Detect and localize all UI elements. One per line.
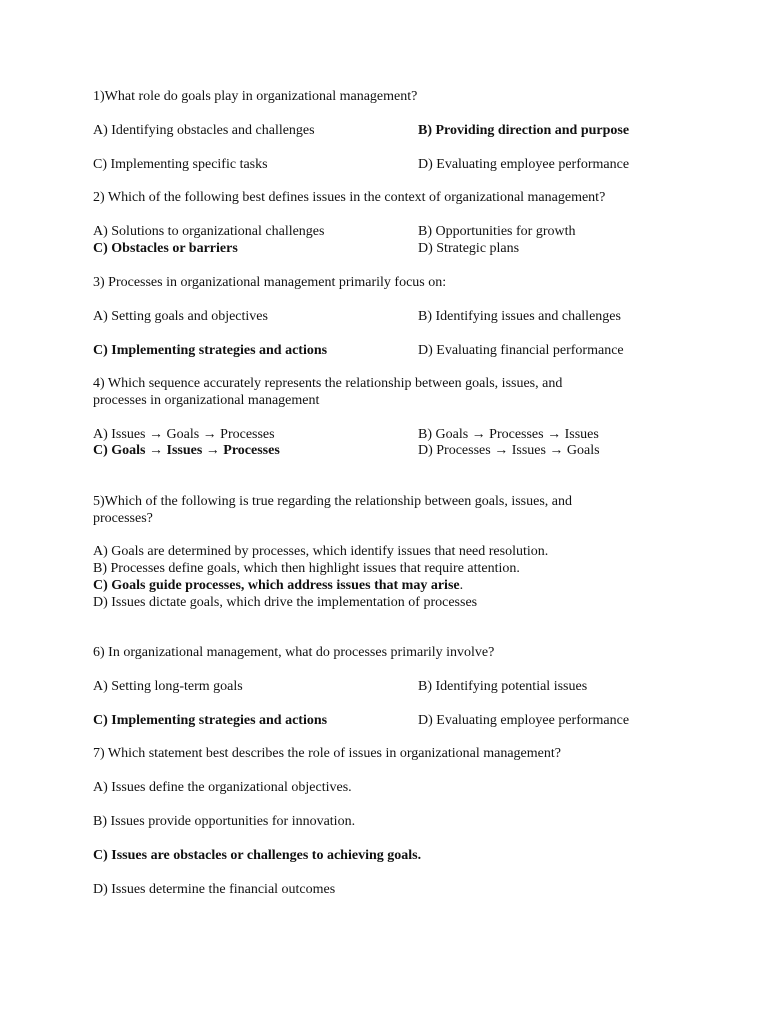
q3-option-a: A) Setting goals and objectives	[93, 309, 268, 324]
q4-option-c-answer: C) Goals → Issues → Processes	[93, 443, 280, 458]
q6-option-c-answer: C) Implementing strategies and actions	[93, 713, 328, 728]
q7-option-c-answer: C) Issues are obstacles or challenges to achieving goals.	[93, 848, 422, 863]
q2-option-a: A) Solutions to organizational challenges	[93, 224, 325, 239]
q7-option-d: D) Issues determine the financial outcomes	[93, 882, 336, 897]
q5-question-line1: 5)Which of the following is true regarding the relationship between goals, issues, and	[93, 494, 572, 509]
q1-option-b-answer: B) Providing direction and purpose	[418, 123, 630, 138]
q5-option-b: B) Processes define goals, which then highlight issues that require attention.	[93, 561, 520, 576]
q2-question: 2) Which of the following best defines issues in the context of organizational management?	[93, 190, 606, 205]
q5-option-a: A) Goals are determined by processes, which identify issues that need resolution.	[93, 544, 549, 559]
q1-option-c: C) Implementing specific tasks	[93, 157, 268, 172]
q1-option-d: D) Evaluating employee performance	[418, 157, 630, 172]
q6-option-a: A) Setting long-term goals	[93, 679, 243, 694]
q7-option-b: B) Issues provide opportunities for innovation.	[93, 814, 356, 829]
q1-question: 1)What role do goals play in organizational management?	[93, 89, 418, 104]
q4-question-line1: 4) Which sequence accurately represents the relationship between goals, issues, and	[93, 376, 563, 391]
q4-question-line2: processes in organizational management	[93, 393, 320, 408]
q4-option-a: A) Issues → Goals → Processes	[93, 427, 275, 442]
q1-option-a: A) Identifying obstacles and challenges	[93, 123, 315, 138]
q7-option-a: A) Issues define the organizational objectives.	[93, 780, 352, 795]
q2-option-c-answer: C) Obstacles or barriers	[93, 241, 238, 256]
q3-question: 3) Processes in organizational management primarily focus on:	[93, 275, 447, 290]
q3-option-d: D) Evaluating financial performance	[418, 343, 624, 358]
q7-question: 7) Which statement best describes the role of issues in organizational management?	[93, 746, 561, 761]
q5-option-d: D) Issues dictate goals, which drive the implementation of processes	[93, 595, 478, 610]
q4-option-d: D) Processes → Issues → Goals	[418, 443, 600, 458]
q4-option-b: B) Goals → Processes → Issues	[418, 427, 599, 442]
q5-option-c-answer	[93, 577, 463, 594]
q3-option-c-answer: C) Implementing strategies and actions	[93, 343, 328, 358]
q2-option-b: B) Opportunities for growth	[418, 224, 576, 239]
q6-option-b: B) Identifying potential issues	[418, 679, 588, 694]
q3-option-b: B) Identifying issues and challenges	[418, 309, 621, 324]
q5-option-c-period: .	[459, 578, 464, 593]
q5-option-c-text: C) Goals guide processes, which address issues that may arise	[93, 578, 460, 593]
q6-question: 6) In organizational management, what do processes primarily involve?	[93, 645, 495, 660]
q2-option-d: D) Strategic plans	[418, 241, 520, 256]
q6-option-d: D) Evaluating employee performance	[418, 713, 630, 728]
q5-question-line2: processes?	[93, 511, 153, 526]
